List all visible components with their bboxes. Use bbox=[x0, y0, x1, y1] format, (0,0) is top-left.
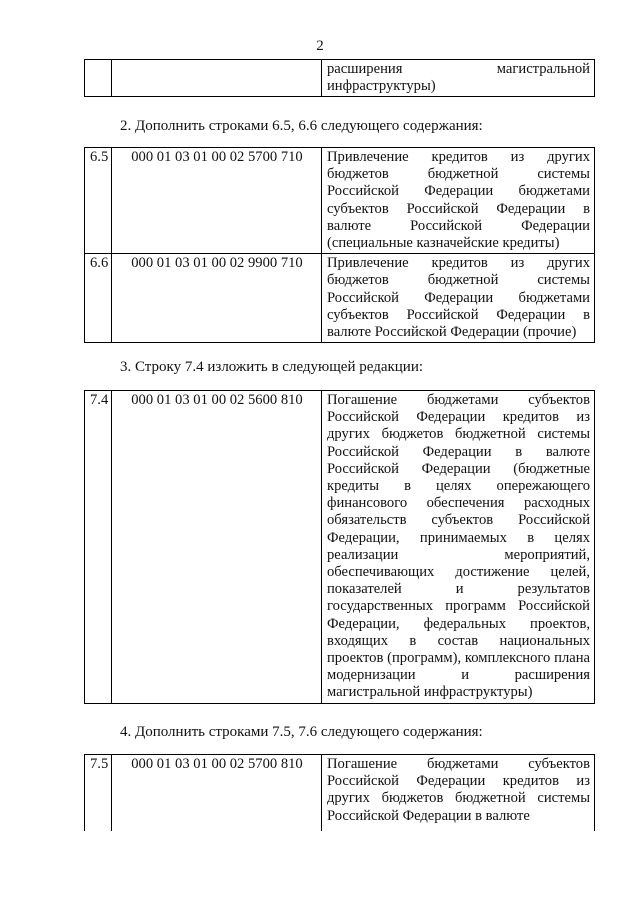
table-row bbox=[85, 254, 595, 343]
item-3-text: 3. Строку 7.4 изложить в следующей редакции: bbox=[120, 359, 424, 375]
row-number: 7.4 bbox=[85, 391, 112, 704]
item-2-text: 2. Дополнить строками 6.5, 6.6 следующего содержания: bbox=[120, 118, 483, 134]
table-item-4 bbox=[84, 754, 595, 831]
page-number: 2 bbox=[316, 38, 324, 54]
row-number: 6.5 bbox=[85, 148, 112, 254]
row-code: 000 01 03 01 00 02 5600 810 bbox=[112, 391, 322, 704]
table-item-4-wrapper bbox=[84, 754, 595, 831]
row-code: 000 01 03 01 00 02 5700 710 bbox=[112, 148, 322, 254]
row-description: Привлечение кредитов из других бюджетов бюджетной системы Российской Федерации бюджетами субъектов Российской Федерации в валюте Российской Федерации (прочие) bbox=[322, 254, 595, 343]
row-code: 000 01 03 01 00 02 9900 710 bbox=[112, 254, 322, 343]
row-code bbox=[112, 60, 322, 97]
table-item-3 bbox=[84, 390, 595, 704]
row-description: расширения магистральной инфраструктуры) bbox=[322, 60, 595, 97]
table-row bbox=[85, 755, 595, 832]
table-row bbox=[85, 60, 595, 97]
item-4-text: 4. Дополнить строками 7.5, 7.6 следующего содержания: bbox=[120, 724, 483, 740]
row-description: Погашение бюджетами субъектов Российской Федерации кредитов из других бюджетов бюджетной системы Российской Федерации в валюте bbox=[322, 755, 595, 832]
table-item-2 bbox=[84, 147, 595, 343]
row-number: 6.6 bbox=[85, 254, 112, 343]
row-number bbox=[85, 60, 112, 97]
row-description: Привлечение кредитов из других бюджетов бюджетной системы Российской Федерации бюджетами субъектов Российской Федерации в валюте Российской Федерации (специальные казначейские кредиты) bbox=[322, 148, 595, 254]
row-number: 7.5 bbox=[85, 755, 112, 832]
row-description: Погашение бюджетами субъектов Российской Федерации кредитов из других бюджетов бюджетной системы Российской Федерации в валюте Российской Федерации (бюджетные кредиты в целях опережающего финансового обеспечения расходных обязательств субъектов Российской Федерации, принимаемых в целях реализации мероприятий, обеспечивающих достижение целей, показателей и результатов государственных программ Российской Федерации, федеральных проектов, входящих в состав национальных проектов (программ), комплексного плана модернизации и расширения магистральной инфраструктуры) bbox=[322, 391, 595, 704]
table-row bbox=[85, 391, 595, 704]
table-row bbox=[85, 148, 595, 254]
table-continuation bbox=[84, 59, 595, 97]
row-code: 000 01 03 01 00 02 5700 810 bbox=[112, 755, 322, 832]
